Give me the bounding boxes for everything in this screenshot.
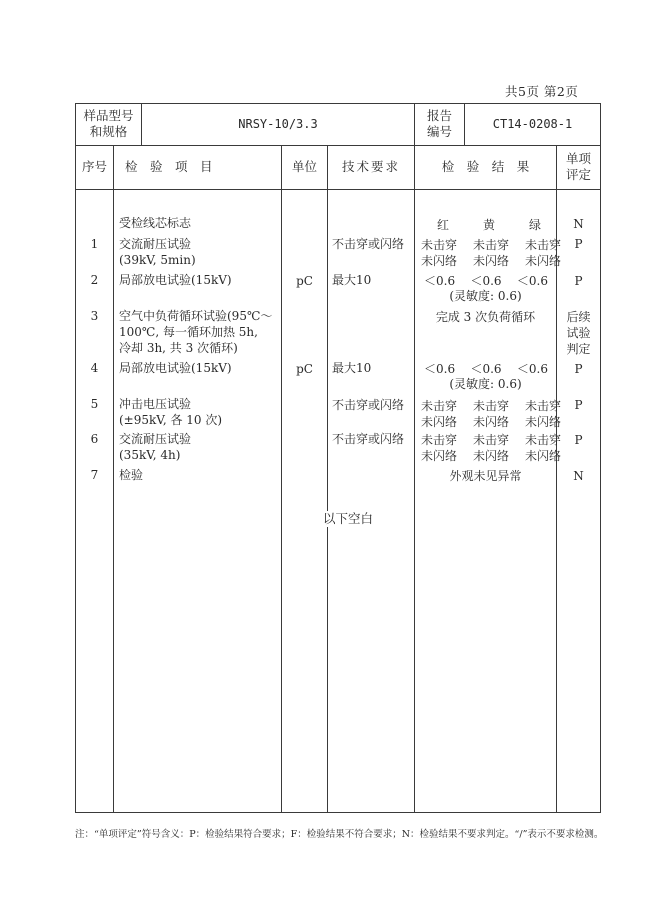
blank-below-text: 以下空白 [282,511,414,527]
core-marks-item: 受检线芯标志 [119,216,192,230]
footnote: 注：“单项评定”符号含义：P：检验结果符合要求；F：检验结果不符合要求；N：检验结果不要求判定。“/”表示不要求检测。 [75,829,604,840]
core-colors: 红 黄 绿 [437,218,541,232]
header-req: 技术要求 [341,159,400,174]
core-marks-verdict: N [573,217,584,231]
header-item: 检 验 项 目 [125,159,213,174]
report-label: 报告 编号 [426,108,452,139]
header-result: 检 验 结 果 [441,159,530,174]
page-number: 共5页 第2页 [505,84,579,99]
header-unit: 单位 [291,159,317,174]
model-label: 样品型号 和规格 [83,108,134,139]
header-verdict: 单项 评定 [565,151,591,182]
model-value: NRSY-10/3.3 [238,117,318,131]
report-value: CT14-0208-1 [492,117,573,131]
header-seq: 序号 [81,159,107,174]
